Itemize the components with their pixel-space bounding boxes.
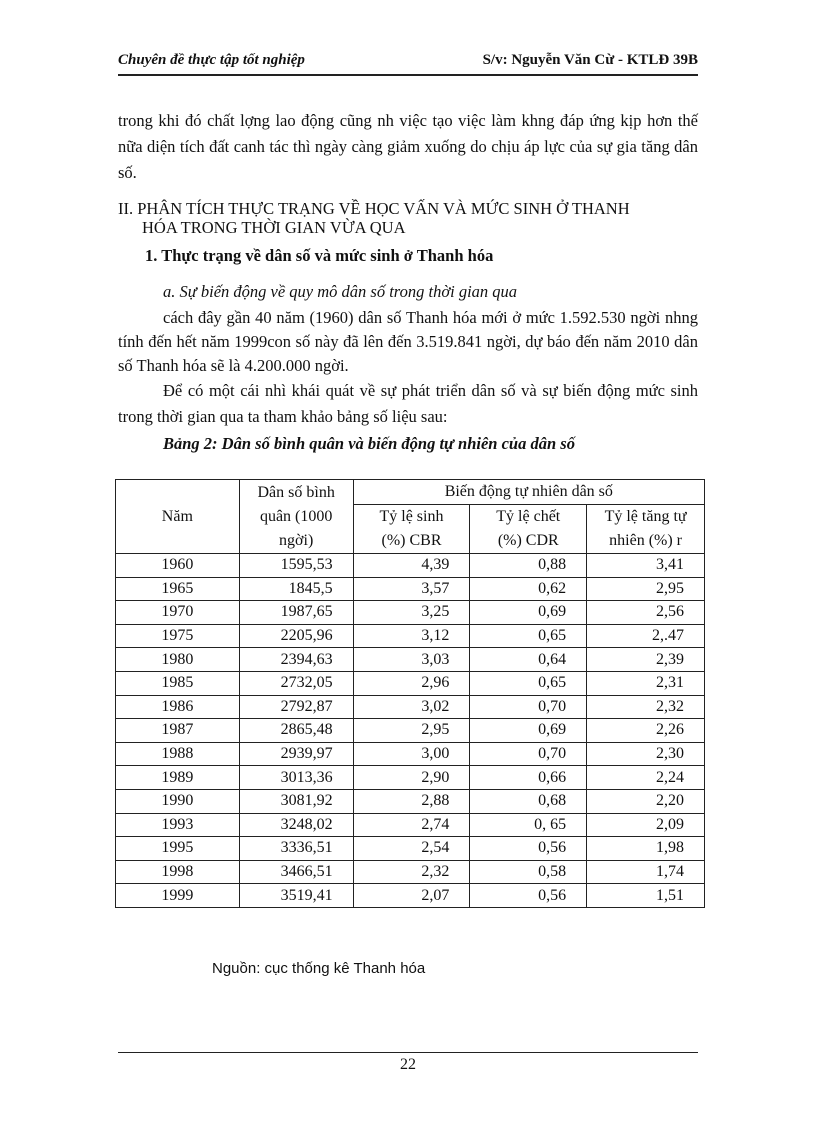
cell-cdr: 0,68 (470, 789, 587, 813)
table-row (116, 766, 705, 790)
cell-year: 1990 (116, 789, 240, 813)
cell-cbr: 2,88 (353, 789, 470, 813)
header-title: Chuyên đề thực tập tốt nghiệp (118, 52, 305, 68)
cell-rate: 2,32 (587, 695, 705, 719)
cell-rate: 2,56 (587, 601, 705, 625)
cell-rate: 2,31 (587, 671, 705, 695)
cell-year: 1980 (116, 648, 240, 672)
section-heading (118, 199, 698, 237)
cell-rate: 2,20 (587, 789, 705, 813)
cell-rate: 2,09 (587, 813, 705, 837)
subsubsection-heading: a. Sự biến động về quy mô dân số trong thời gian qua (163, 282, 518, 301)
cell-cbr: 3,57 (353, 577, 470, 601)
cell-cbr: 2,95 (353, 719, 470, 743)
cell-cbr: 2,96 (353, 671, 470, 695)
cell-cbr: 2,07 (353, 884, 470, 908)
table-row (116, 601, 705, 625)
table-row (116, 719, 705, 743)
cell-rate: 2,26 (587, 719, 705, 743)
cell-cdr: 0, 65 (470, 813, 587, 837)
cell-year: 1987 (116, 719, 240, 743)
cell-year: 1985 (116, 671, 240, 695)
cell-rate: 3,41 (587, 554, 705, 578)
cell-cdr: 0,88 (470, 554, 587, 578)
cell-cbr: 2,54 (353, 837, 470, 861)
cell-year: 1965 (116, 577, 240, 601)
cell-population: 3081,92 (239, 789, 353, 813)
cell-year: 1993 (116, 813, 240, 837)
population-table (115, 479, 705, 908)
footer-rule (118, 1052, 698, 1053)
table-row (116, 813, 705, 837)
table-row (116, 884, 705, 908)
section-heading-line1: II. PHÂN TÍCH THỰC TRẠNG VỀ HỌC VẤN VÀ MỨC SINH Ở THANH (118, 199, 630, 218)
page-number: 22 (400, 1056, 416, 1073)
cell-cdr: 0,66 (470, 766, 587, 790)
cell-cbr: 3,12 (353, 624, 470, 648)
table-row (116, 671, 705, 695)
table-row (116, 648, 705, 672)
cell-rate: 2,95 (587, 577, 705, 601)
cell-cdr: 0,62 (470, 577, 587, 601)
cell-year: 1999 (116, 884, 240, 908)
cell-year: 1970 (116, 601, 240, 625)
cell-year: 1989 (116, 766, 240, 790)
cell-population: 3248,02 (239, 813, 353, 837)
cell-year: 1975 (116, 624, 240, 648)
source-note: Nguồn: cục thống kê Thanh hóa (212, 960, 426, 977)
cell-population: 1595,53 (239, 554, 353, 578)
paragraph-intro: trong khi đó chất lợng lao động cũng nh việc tạo việc làm khng đáp ứng kịp hơn thế nữa diện tích đất canh tác thì ngày càng giảm xuống do chịu áp lực của sự gia tăng dân số. (118, 111, 698, 182)
cell-year: 1960 (116, 554, 240, 578)
table-row (116, 742, 705, 766)
cell-cbr: 2,74 (353, 813, 470, 837)
header-cdr: Tỷ lệ chết (%) CDR (470, 505, 587, 554)
cell-rate: 2,39 (587, 648, 705, 672)
cell-year: 1986 (116, 695, 240, 719)
cell-population: 1845,5 (239, 577, 353, 601)
header-rule (118, 74, 698, 76)
paragraph-table-intro: Để có một cái nhì khái quát về sự phát triển dân số và sự biến động mức sinh trong thời gian qua ta tham khảo bảng số liệu sau: (118, 381, 698, 426)
cell-population: 2732,05 (239, 671, 353, 695)
subsection-heading: 1. Thực trạng về dân số và mức sinh ở Thanh hóa (145, 246, 494, 265)
table-row (116, 577, 705, 601)
cell-cdr: 0,69 (470, 719, 587, 743)
table-row (116, 837, 705, 861)
cell-cdr: 0,56 (470, 884, 587, 908)
cell-cdr: 0,58 (470, 860, 587, 884)
header-natural-change: Biến động tự nhiên dân số (353, 480, 704, 505)
cell-year: 1998 (116, 860, 240, 884)
cell-year: 1988 (116, 742, 240, 766)
header-author: S/v: Nguyễn Văn Cừ - KTLĐ 39B (482, 52, 698, 68)
cell-cbr: 3,02 (353, 695, 470, 719)
table-row (116, 624, 705, 648)
section-heading-line2: HÓA TRONG THỜI GIAN VỪA QUA (142, 218, 406, 237)
cell-cdr: 0,56 (470, 837, 587, 861)
table-row (116, 789, 705, 813)
cell-population: 2394,63 (239, 648, 353, 672)
header-cbr: Tỷ lệ sinh (%) CBR (353, 505, 470, 554)
cell-rate: 1,51 (587, 884, 705, 908)
cell-rate: 2,30 (587, 742, 705, 766)
cell-population: 3466,51 (239, 860, 353, 884)
cell-cbr: 3,03 (353, 648, 470, 672)
cell-rate: 2,.47 (587, 624, 705, 648)
cell-rate: 1,74 (587, 860, 705, 884)
cell-population: 2939,97 (239, 742, 353, 766)
cell-cdr: 0,65 (470, 624, 587, 648)
cell-cdr: 0,64 (470, 648, 587, 672)
cell-cbr: 3,00 (353, 742, 470, 766)
cell-cbr: 4,39 (353, 554, 470, 578)
cell-rate: 2,24 (587, 766, 705, 790)
paragraph-population: cách đây gần 40 năm (1960) dân số Thanh hóa mới ở mức 1.592.530 ngời nhng tính đến hết năm 1999con số này đã lên đến 3.519.841 ngời, dự báo đến năm 2010 dân số Thanh hóa sẽ là 4.200.000 ngời. (118, 308, 698, 375)
header-population: Dân số bình quân (1000 ngời) (239, 480, 353, 554)
cell-population: 3519,41 (239, 884, 353, 908)
cell-cbr: 2,90 (353, 766, 470, 790)
cell-cbr: 3,25 (353, 601, 470, 625)
table-caption: Bảng 2: Dân số bình quân và biến động tự nhiên của dân số (163, 434, 575, 453)
header-year: Năm (116, 480, 240, 554)
cell-population: 1987,65 (239, 601, 353, 625)
cell-rate: 1,98 (587, 837, 705, 861)
cell-population: 2792,87 (239, 695, 353, 719)
cell-population: 2205,96 (239, 624, 353, 648)
table-row (116, 860, 705, 884)
cell-population: 3336,51 (239, 837, 353, 861)
cell-cdr: 0,69 (470, 601, 587, 625)
cell-population: 2865,48 (239, 719, 353, 743)
cell-cdr: 0,70 (470, 742, 587, 766)
cell-year: 1995 (116, 837, 240, 861)
table-row (116, 554, 705, 578)
cell-cdr: 0,70 (470, 695, 587, 719)
table-row (116, 695, 705, 719)
page-header (118, 52, 698, 74)
cell-cdr: 0,65 (470, 671, 587, 695)
header-rate: Tỷ lệ tăng tự nhiên (%) r (587, 505, 705, 554)
cell-cbr: 2,32 (353, 860, 470, 884)
cell-population: 3013,36 (239, 766, 353, 790)
